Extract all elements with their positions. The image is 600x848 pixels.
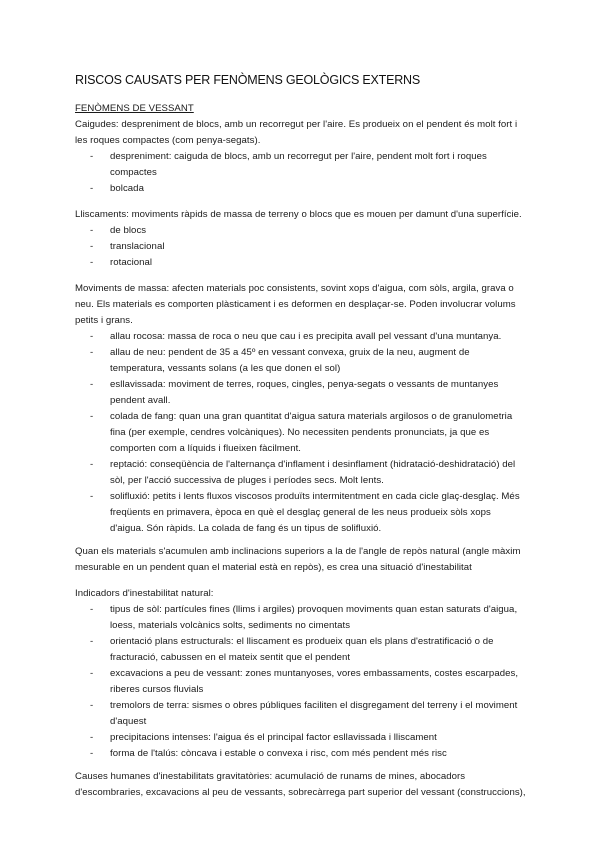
list-item: - allau de neu: pendent de 35 a 45º en vessant convexa, gruix de la neu, augment de temperatura, vessants solans (a les que donen el sol) (75, 345, 527, 377)
lliscaments-paragraph: Lliscaments: moviments ràpids de massa de terreny o blocs que es mouen per damunt d'una superfície. (75, 209, 522, 220)
moviments-paragraph: Moviments de massa: afecten materials poc consistents, sovint xops d'aigua, com sòls, argila, grava o neu. Els materials es comporten plàsticament i es deformen en desplaçar-se. Poden involucrar volums petits i grans. (75, 283, 516, 326)
list-item: - precipitacions intenses: l'aigua és el principal factor esllavissada i lliscament (75, 730, 527, 746)
list-item: - rotacional (75, 255, 527, 271)
list-item: - orientació plans estructurals: el lliscament es produeix quan els plans d'estratificació o de fracturació, cabussen en el mateix sentit que el pendent (75, 634, 527, 666)
list-item: - bolcada (75, 181, 527, 197)
page-title: RISCOS CAUSATS PER FENÒMENS GEOLÒGICS EXTERNS (75, 73, 420, 87)
list-item: - tremolors de terra: sismes o obres públiques faciliten el disgregament del terreny i el moviment d'aquest (75, 698, 527, 730)
list-item: - reptació: conseqüència de l'alternança d'inflament i desinflament (hidratació-deshidratació) del sòl, per l'acció successiva de pluges i períodes secs. Molt lents. (75, 457, 527, 489)
lliscaments-list (75, 223, 527, 271)
list-item: - de blocs (75, 223, 527, 239)
list-item: - excavacions a peu de vessant: zones muntanyoses, vores embassaments, costes escarpades, riberes cursos fluvials (75, 666, 527, 698)
indicadors-list (75, 602, 527, 762)
causes-paragraph: Causes humanes d'inestabilitats gravitatòries: acumulació de runams de mines, abocadors d'escombraries, excavacions al peu de vessants, sobrecàrrega part superior del vessant (construccions), (75, 771, 526, 798)
indicadors-heading: Indicadors d'inestabilitat natural: (75, 588, 214, 599)
list-item: - forma de l'talús: còncava i estable o convexa i risc, com més pendent més risc (75, 746, 527, 762)
angle-repos-paragraph: Quan els materials s'acumulen amb inclinacions superiors a la de l'angle de repòs natural (angle màxim mesurable en un pendent quan el material està en repòs), es crea una situació d'inestabilitat (75, 546, 521, 573)
list-item: - colada de fang: quan una gran quantitat d'aigua satura materials argilosos o de granulometria fina (per exemple, cendres volcàniques). No necessiten pendents pronunciats, ja que es comporten com a líquids i flueixen fàcilment. (75, 409, 527, 457)
section-heading: FENÒMENS DE VESSANT (75, 103, 194, 114)
list-item: - tipus de sòl: partícules fines (llims i argiles) provoquen moviments quan estan saturats d'aigua, loess, materials volcànics solts, sediments no cimentats (75, 602, 527, 634)
list-item: - allau rocosa: massa de roca o neu que cau i es precipita avall pel vessant d'una muntanya. (75, 329, 527, 345)
list-item: - esllavissada: moviment de terres, roques, cingles, penya-segats o vessants de muntanyes pendent avall. (75, 377, 527, 409)
document-body (75, 101, 527, 801)
list-item: - solifluxió: petits i lents fluxos viscosos produïts intermitentment en cada cicle glaç-desglaç. Més freqüents en primavera, època en què el desglaç general de les neus produeix sòls xops d'aigua. Són ràpids. La colada de fang és un tipus de solifluxió. (75, 489, 527, 537)
caigudes-list (75, 149, 527, 197)
list-item: - despreniment: caiguda de blocs, amb un recorregut per l'aire, pendent molt fort i roques compactes (75, 149, 527, 181)
caigudes-paragraph: Caigudes: despreniment de blocs, amb un recorregut per l'aire. Es produeix on el pendent és molt fort i les roques compactes (com penya-segats). (75, 119, 518, 146)
moviments-list (75, 329, 527, 537)
list-item: - translacional (75, 239, 527, 255)
